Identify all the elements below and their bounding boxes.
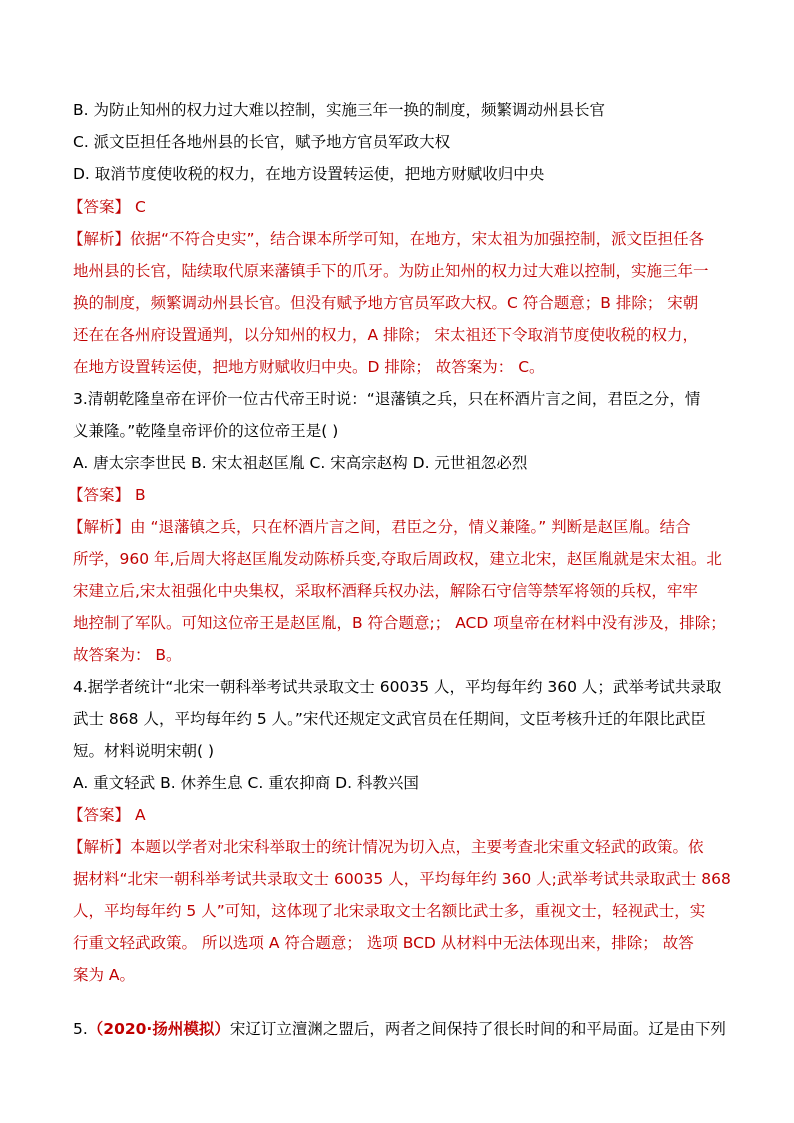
q2-analysis-line-1: 【解析】依据“不符合史实”，结合课本所学可知，在地方，宋太祖为加强控制，派文臣担任各	[68, 230, 705, 248]
q5-stem-text: 宋辽订立澶渊之盟后，两者之间保持了很长时间的和平局面。辽是由下列	[229, 1020, 726, 1038]
q5-source: （2020·扬州模拟）	[87, 1020, 230, 1038]
q4-stem-line-1: 4.据学者统计“北宋一朝科举考试共录取文士 60035 人，平均每年约 360 人；武举考试共录取	[73, 678, 722, 696]
q4-analysis-line-3: 人，平均每年约 5 人”可知，这体现了北宋录取文士名额比武士多，重视文士，轻视武士，实	[73, 902, 706, 920]
answer-label: 【答案】	[68, 486, 131, 504]
q2-option-b: B. 为防止知州的权力过大难以控制，实施三年一换的制度，频繁调动州县长官	[73, 101, 605, 119]
q3-answer	[68, 485, 728, 505]
q3-analysis-line-2: 所学，960 年,后周大将赵匡胤发动陈桥兵变,夺取后周政权，建立北宋，赵匡胤就是宋太祖。北	[73, 550, 722, 568]
answer-value: B	[130, 486, 146, 504]
q4-stem-line-2: 武士 868 人，平均每年约 5 人。”宋代还规定文武官员在任期间，文臣考核升迁的年限比武臣	[73, 710, 706, 728]
q3-analysis-line-4: 地控制了军队。可知这位帝王是赵匡胤，B 符合题意;； ACD 项皇帝在材料中没有涉及，排除；	[73, 614, 726, 632]
answer-value: A	[130, 806, 146, 824]
q2-answer	[68, 197, 728, 217]
answer-value: C	[130, 198, 146, 216]
q5-number: 5.	[73, 1020, 88, 1038]
q2-analysis-line-4: 还在在各州府设置通判，以分知州的权力，A 排除； 宋太祖还下令取消节度使收税的权力，	[73, 326, 698, 344]
q4-analysis-line-5: 案为 A。	[73, 966, 136, 984]
q4-analysis-line-2: 据材料“北宋一朝科举考试共录取文士 60035 人，平均每年约 360 人;武举考试共录取武士 868	[73, 870, 731, 888]
q5-stem	[73, 1019, 733, 1039]
analysis-label: 【解析】	[68, 518, 131, 536]
q3-analysis-line-1: 【解析】由 “退藩镇之兵，只在杯酒片言之间，君臣之分，情义兼隆。” 判断是赵匡胤。结合	[68, 518, 691, 536]
q4-answer	[68, 805, 728, 825]
q2-analysis-line-3: 换的制度，频繁调动州县长官。但没有赋予地方官员军政大权。C 符合题意；B 排除； 宋朝	[73, 294, 699, 312]
q4-analysis-line-1: 【解析】本题以学者对北宋科举取士的统计情况为切入点，主要考查北宋重文轻武的政策。依	[68, 838, 704, 856]
q4-stem-line-3: 短。材料说明宋朝( )	[73, 742, 215, 760]
analysis-label: 【解析】	[68, 838, 131, 856]
q4-analysis-line-4: 行重文轻武政策。 所以选项 A 符合题意； 选项 BCD 从材料中无法体现出来，排除； 故答	[73, 934, 694, 952]
analysis-label: 【解析】	[68, 230, 131, 248]
answer-label: 【答案】	[68, 198, 131, 216]
q4-options: A. 重文轻武 B. 休养生息 C. 重农抑商 D. 科教兴国	[73, 774, 419, 792]
q3-options: A. 唐太宗李世民 B. 宋太祖赵匡胤 C. 宋高宗赵构 D. 元世祖忽必烈	[73, 454, 528, 472]
q3-stem-line-2: 义兼隆。”乾隆皇帝评价的这位帝王是( )	[73, 422, 339, 440]
q2-analysis-line-5: 在地方设置转运使，把地方财赋收归中央。D 排除； 故答案为： C。	[73, 358, 545, 376]
q3-analysis-line-5: 故答案为： B。	[73, 646, 182, 664]
q3-stem-line-1: 3.清朝乾隆皇帝在评价一位古代帝王时说：“退藩镇之兵，只在杯酒片言之间，君臣之分，情	[73, 390, 701, 408]
q2-analysis-line-2: 地州县的长官，陆续取代原来藩镇手下的爪牙。为防止知州的权力过大难以控制，实施三年一	[73, 262, 709, 280]
answer-label: 【答案】	[68, 806, 131, 824]
q3-analysis-line-3: 宋建立后,宋太祖强化中央集权，采取杯酒释兵权办法，解除石守信等禁军将领的兵权，牢牢	[73, 582, 698, 600]
q2-option-c: C. 派文臣担任各地州县的长官，赋予地方官员军政大权	[73, 133, 451, 151]
q2-option-d: D. 取消节度使收税的权力，在地方设置转运使，把地方财赋收归中央	[73, 165, 545, 183]
